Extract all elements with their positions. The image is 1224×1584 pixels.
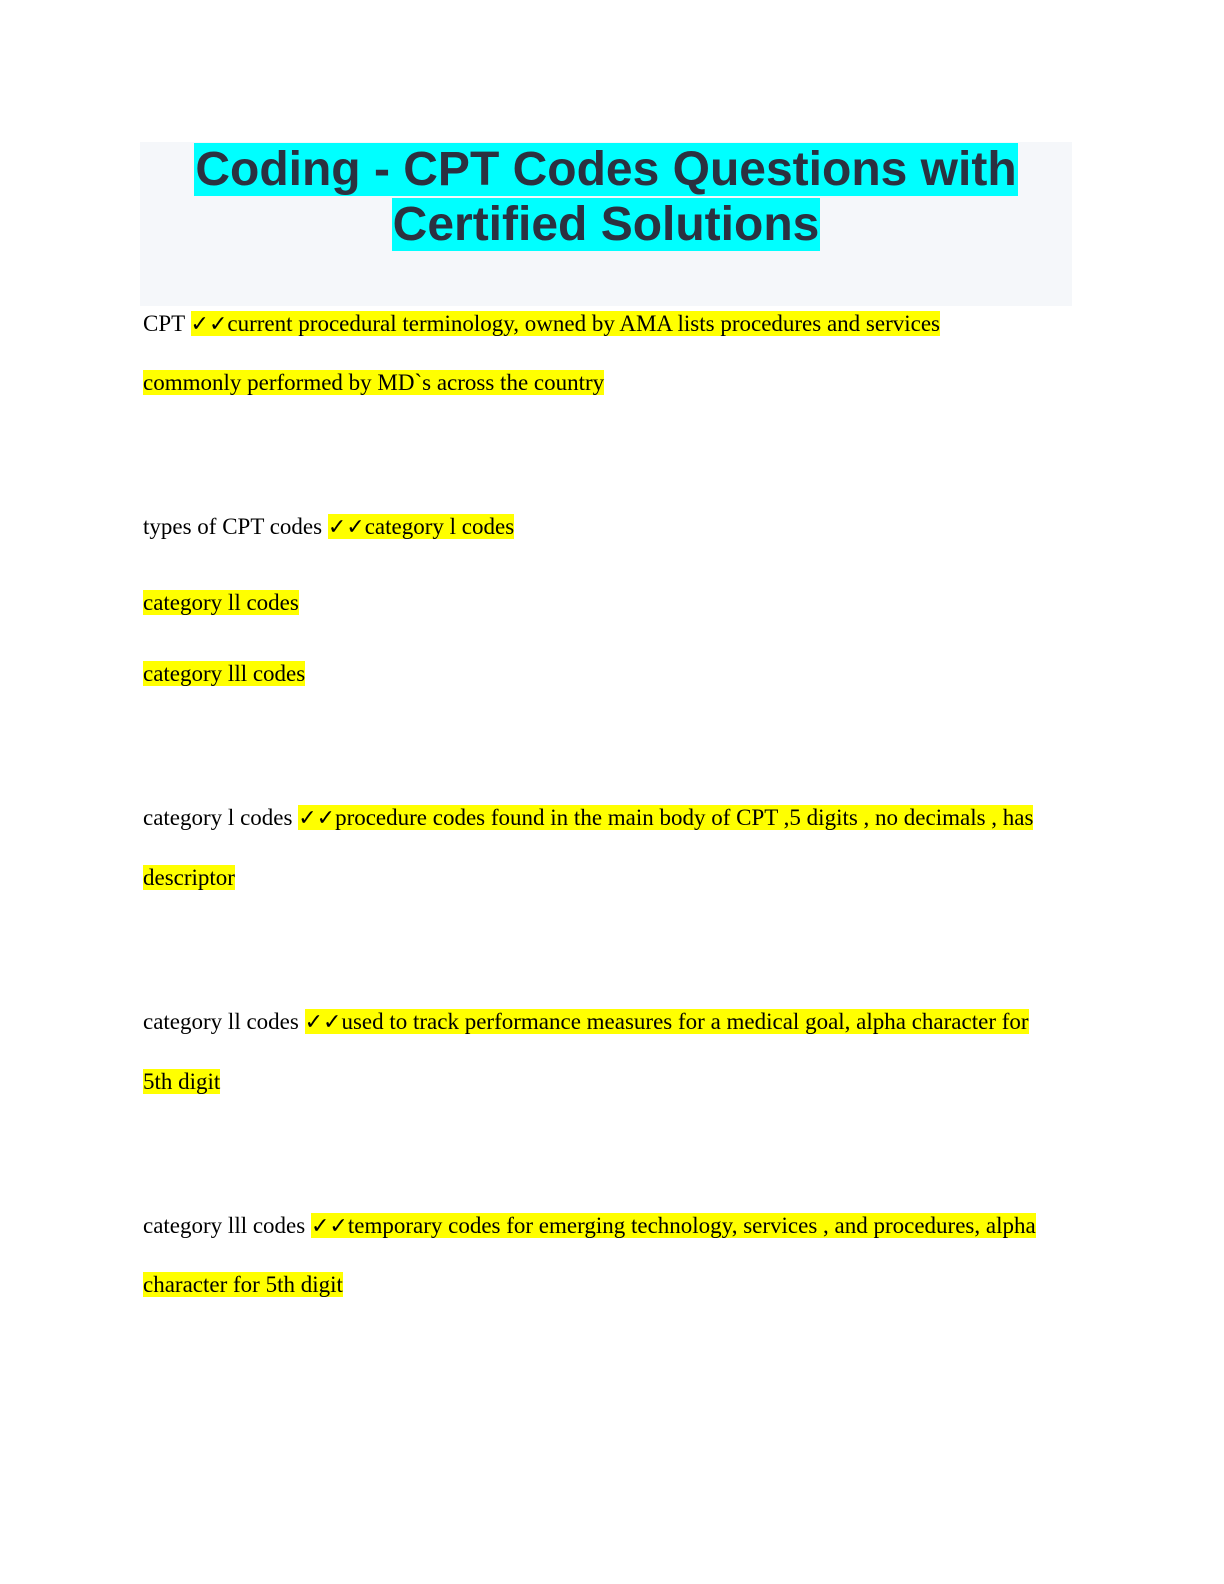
title-line-2 <box>140 197 1072 252</box>
check-mark-icon: ✓✓ <box>310 1214 348 1239</box>
qa-entry-cpt <box>143 309 940 340</box>
check-mark-icon: ✓✓ <box>327 515 365 540</box>
qa-entry-category-2-continued <box>143 1067 220 1097</box>
question-term: category lll codes <box>143 1213 306 1238</box>
answer-text: category l codes <box>364 514 515 539</box>
answer-highlight <box>191 311 940 336</box>
qa-entry-category-1 <box>143 803 1033 834</box>
qa-entry-category-3 <box>143 1211 1036 1242</box>
question-term: category ll codes <box>143 1009 299 1034</box>
check-mark-icon: ✓✓ <box>298 806 336 831</box>
qa-entry-types-line-3 <box>143 659 305 689</box>
answer-text: category lll codes <box>143 661 306 686</box>
qa-entry-category-2 <box>143 1007 1029 1038</box>
check-mark-icon: ✓✓ <box>190 312 228 337</box>
title-banner <box>140 142 1072 306</box>
title-text-1: Coding - CPT Codes Questions with <box>195 143 1017 196</box>
qa-entry-cpt-continued <box>143 368 604 398</box>
answer-text: category ll codes <box>143 590 299 615</box>
qa-entry-category-3-continued <box>143 1270 343 1300</box>
question-term: types of CPT codes <box>143 514 323 539</box>
qa-entry-types <box>143 512 514 543</box>
answer-text: commonly performed by MD`s across the country <box>143 370 605 395</box>
answer-highlight <box>328 514 514 539</box>
answer-text: descriptor <box>143 865 235 890</box>
answer-text: temporary codes for emerging technology, services , and procedures, alpha <box>347 1213 1036 1238</box>
qa-entry-types-line-2 <box>143 588 299 618</box>
answer-text: 5th digit <box>143 1069 221 1094</box>
question-term: CPT <box>143 311 185 336</box>
answer-text: used to track performance measures for a medical goal, alpha character for <box>341 1009 1029 1034</box>
answer-text: procedure codes found in the main body of CPT ,5 digits , no decimals , has <box>335 805 1034 830</box>
answer-highlight <box>311 1213 1036 1238</box>
answer-text: character for 5th digit <box>143 1272 343 1297</box>
title-text-2: Certified Solutions <box>392 198 820 251</box>
title-line-1 <box>140 142 1072 197</box>
question-term: category l codes <box>143 805 293 830</box>
check-mark-icon: ✓✓ <box>304 1010 342 1035</box>
answer-text: current procedural terminology, owned by AMA lists procedures and services <box>227 311 941 336</box>
qa-entry-category-1-continued <box>143 863 235 893</box>
answer-highlight <box>305 1009 1029 1034</box>
answer-highlight <box>298 805 1033 830</box>
